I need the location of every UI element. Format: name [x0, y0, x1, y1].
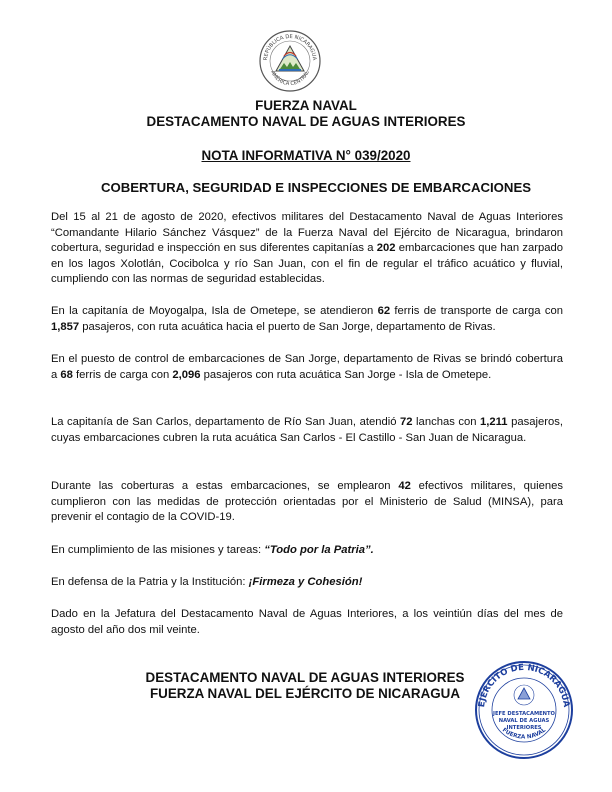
signature-line2: FUERZA NAVAL DEL EJÉRCITO DE NICARAGUA	[150, 686, 460, 701]
stamp-ring-bottom: FUERZA NAVAL	[500, 727, 548, 741]
paragraph-6: En cumplimiento de las misiones y tareas: “Todo por la Patria”.	[51, 544, 374, 556]
paragraph-4: La capitanía de San Carlos, departamento de Río San Juan, atendió 72 lanchas con 1,211 pasajeros, cuyas embarcaciones cubren la ruta acuática San Carlos - El Castillo - San Juan de Nicaragua.	[51, 416, 564, 444]
paragraph-1: Del 15 al 21 de agosto de 2020, efectivos militares del Destacamento Naval de Aguas Interiores “Comandante Hilario Sánchez Vásquez” de la Fuerza Naval del Ejército de Nicaragua, brindaron cobertura, seguridad e inspección en sus diferentes capitanías a 202 embarcaciones que han zarpado en los lagos Xolotlán, Cocibolca y río San Juan, con el fin de regular el tráfico acuático y fluvial, cumpliendo con las normas de seguridad establecidas.	[51, 211, 563, 286]
svg-text:AMÉRICA CENTRAL	[269, 70, 311, 87]
paragraph-3: En el puesto de control de embarcaciones de San Jorge, departamento de Rivas se brindó cobertura a 68 ferris de carga con 2,096 pasajeros con ruta acuática San Jorge - Isla de Ometepe.	[51, 353, 563, 381]
stamp-inner-line3: INTERIORES	[506, 725, 542, 731]
svg-text:EJÉRCITO DE NICARAGUA	[477, 663, 571, 708]
stamp-ring-top: EJÉRCITO DE NICARAGUA	[477, 662, 571, 708]
paragraph-2: En la capitanía de Moyogalpa, Isla de Ometepe, se atendieron 62 ferris de transporte de carga con 1,857 pasajeros, con ruta acuática hacia el puerto de San Jorge, departamento de Rivas.	[51, 305, 564, 333]
stamp-inner-line1: JEFE DESTACAMENTO	[493, 711, 555, 717]
stamp-inner-line2: NAVAL DE AGUAS	[498, 718, 550, 724]
official-stamp-icon	[474, 660, 574, 760]
paragraph-7: En defensa de la Patria y la Institución: ¡Firmeza y Cohesión!	[51, 576, 363, 588]
seal-top-text: REPÚBLICA DE NICARAGUA	[262, 33, 318, 61]
nicaragua-seal-icon	[258, 29, 322, 93]
institution-line1: FUERZA NAVAL	[255, 98, 357, 113]
note-title: NOTA INFORMATIVA N° 039/2020	[201, 148, 411, 163]
paragraph-5: Durante las coberturas a estas embarcaciones, se emplearon 42 efectivos militares, quienes cumplieron con las medidas de protección orientadas por el Ministerio de Salud (MINSA), para prevenir el contagio de la COVID-19.	[51, 480, 563, 524]
seal-bottom-text: AMÉRICA CENTRAL	[269, 69, 311, 88]
subject-heading: COBERTURA, SEGURIDAD E INSPECCIONES DE EMBARCACIONES	[100, 180, 532, 195]
signature-line1: DESTACAMENTO NAVAL DE AGUAS INTERIORES	[145, 670, 465, 685]
institution-line2: DESTACAMENTO NAVAL DE AGUAS INTERIORES	[146, 114, 466, 129]
paragraph-8: Dado en la Jefatura del Destacamento Naval de Aguas Interiores, a los veintiún días del mes de agosto del año dos mil veinte.	[51, 608, 563, 636]
